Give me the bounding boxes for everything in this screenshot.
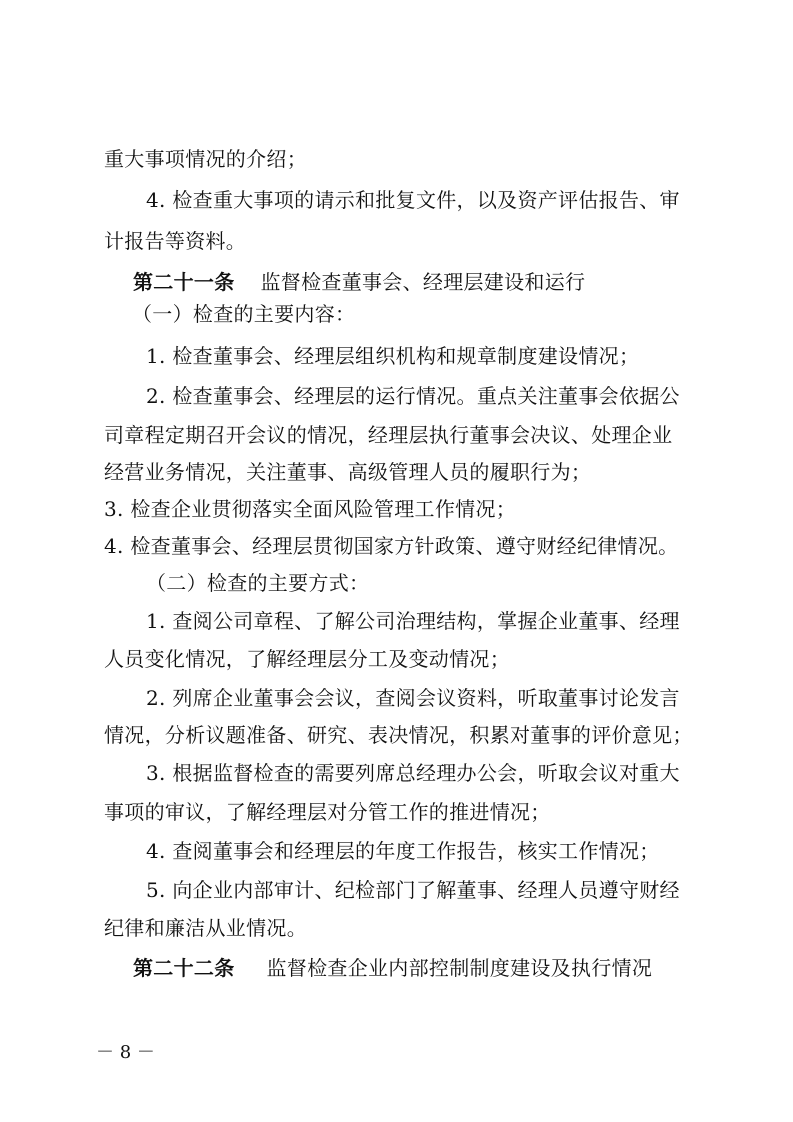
list-item: 5. 向企业内部审计、纪检部门了解董事、经理人员遵守财经 <box>146 878 680 902</box>
paragraph-line: 事项的审议，了解经理层对分管工作的推进情况； <box>104 800 551 824</box>
paragraph-line: 人员变化情况，了解经理层分工及变动情况； <box>104 647 510 671</box>
list-item: 2. 列席企业董事会会议，查阅会议资料，听取董事讨论发言 <box>146 686 680 710</box>
list-item: 3. 检查企业贯彻落实全面风险管理工作情况； <box>104 497 517 521</box>
paragraph-line: 纪律和廉洁从业情况。 <box>104 916 307 940</box>
paragraph-line: 4. 检查重大事项的请示和批复文件，以及资产评估报告、审 <box>146 188 680 212</box>
paragraph-line: 重大事项情况的介绍； <box>104 147 307 171</box>
paragraph-line: 司章程定期召开会议的情况，经理层执行董事会决议、处理企业 <box>104 423 673 447</box>
list-item: 4. 查阅董事会和经理层的年度工作报告，核实工作情况； <box>146 839 660 863</box>
section-heading: （二）检查的主要方式： <box>146 571 370 595</box>
article-22-heading <box>133 956 652 980</box>
article-number: 第二十二条 <box>133 956 235 980</box>
list-item: 4. 检查董事会、经理层贯彻国家方针政策、遵守财经纪律情况。 <box>104 534 679 558</box>
paragraph-line: 情况，分析议题准备、研究、表决情况，积累对董事的评价意见； <box>104 723 693 747</box>
list-item: 1. 检查董事会、经理层组织机构和规章制度建设情况； <box>146 344 640 368</box>
list-item: 3. 根据监督检查的需要列席总经理办公会，听取会议对重大 <box>146 761 680 785</box>
article-title: 监督检查企业内部控制制度建设及执行情况 <box>266 956 653 980</box>
article-title: 监督检查董事会、经理层建设和运行 <box>260 270 586 294</box>
section-heading: （一）检查的主要内容： <box>132 302 356 326</box>
list-item: 2. 检查董事会、经理层的运行情况。重点关注董事会依据公 <box>146 384 680 408</box>
article-21-heading <box>133 270 585 294</box>
paragraph-line: 计报告等资料。 <box>104 229 247 253</box>
paragraph-line: 经营业务情况，关注董事、高级管理人员的履职行为； <box>104 460 592 484</box>
page-number: － 8 － <box>96 1042 155 1063</box>
article-number: 第二十一条 <box>133 270 235 294</box>
list-item: 1. 查阅公司章程、了解公司治理结构，掌握企业董事、经理 <box>146 609 680 633</box>
